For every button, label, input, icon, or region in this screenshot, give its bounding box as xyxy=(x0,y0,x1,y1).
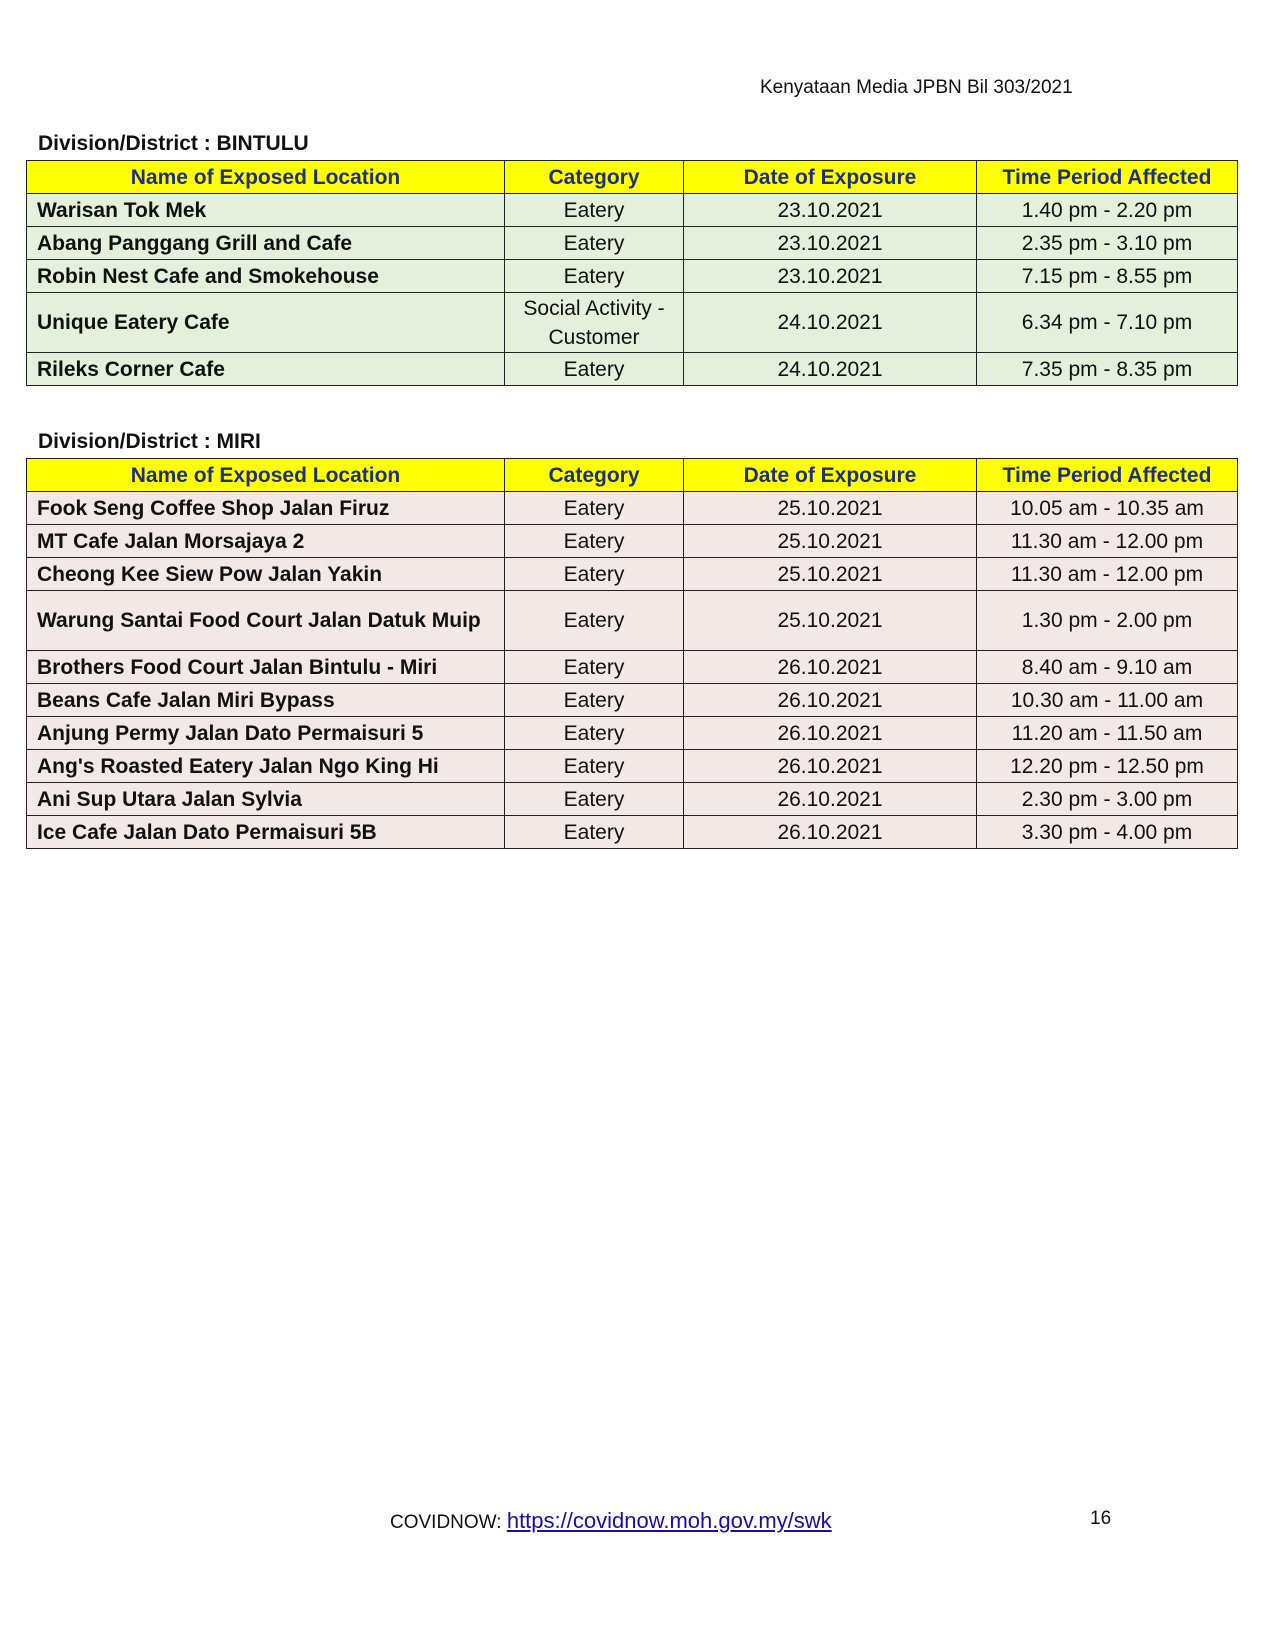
column-header-time: Time Period Affected xyxy=(977,161,1238,194)
category: Eatery xyxy=(505,525,684,558)
category: Eatery xyxy=(505,227,684,260)
location-name: Unique Eatery Cafe xyxy=(27,293,505,353)
time-period: 10.05 am - 10.35 am xyxy=(977,492,1238,525)
page-number: 16 xyxy=(1090,1508,1112,1529)
table-row xyxy=(27,260,1238,293)
time-period: 11.20 am - 11.50 am xyxy=(977,717,1238,750)
exposure-date: 25.10.2021 xyxy=(684,558,977,591)
document-reference: Kenyataan Media JPBN Bil 303/2021 xyxy=(760,77,1073,98)
category: Eatery xyxy=(505,750,684,783)
footer-prefix: COVIDNOW: xyxy=(390,1512,507,1533)
table-header-row xyxy=(27,161,1238,194)
time-period: 8.40 am - 9.10 am xyxy=(977,651,1238,684)
location-name: Abang Panggang Grill and Cafe xyxy=(27,227,505,260)
exposure-date: 24.10.2021 xyxy=(684,353,977,386)
column-header-location: Name of Exposed Location xyxy=(27,459,505,492)
time-period: 1.30 pm - 2.00 pm xyxy=(977,591,1238,651)
column-header-time: Time Period Affected xyxy=(977,459,1238,492)
table-row xyxy=(27,492,1238,525)
exposure-date: 24.10.2021 xyxy=(684,293,977,353)
table-row xyxy=(27,293,1238,353)
table-row xyxy=(27,816,1238,849)
location-name: Warung Santai Food Court Jalan Datuk Muip xyxy=(27,591,505,651)
exposure-date: 25.10.2021 xyxy=(684,492,977,525)
column-header-date: Date of Exposure xyxy=(684,459,977,492)
time-period: 7.35 pm - 8.35 pm xyxy=(977,353,1238,386)
location-name: Ani Sup Utara Jalan Sylvia xyxy=(27,783,505,816)
table-row xyxy=(27,750,1238,783)
category: Eatery xyxy=(505,684,684,717)
time-period: 3.30 pm - 4.00 pm xyxy=(977,816,1238,849)
table-row xyxy=(27,194,1238,227)
table-row xyxy=(27,227,1238,260)
column-header-date: Date of Exposure xyxy=(684,161,977,194)
time-period: 12.20 pm - 12.50 pm xyxy=(977,750,1238,783)
category: Eatery xyxy=(505,717,684,750)
column-header-category: Category xyxy=(505,161,684,194)
time-period: 2.35 pm - 3.10 pm xyxy=(977,227,1238,260)
exposure-date: 25.10.2021 xyxy=(684,591,977,651)
category: Eatery xyxy=(505,783,684,816)
category: Eatery xyxy=(505,816,684,849)
table-row xyxy=(27,783,1238,816)
footer xyxy=(390,1508,832,1534)
table-row xyxy=(27,591,1238,651)
table-row xyxy=(27,651,1238,684)
table-row xyxy=(27,525,1238,558)
category: Eatery xyxy=(505,558,684,591)
exposure-date: 25.10.2021 xyxy=(684,525,977,558)
time-period: 11.30 am - 12.00 pm xyxy=(977,558,1238,591)
exposure-date: 23.10.2021 xyxy=(684,260,977,293)
table-row xyxy=(27,353,1238,386)
location-name: Anjung Permy Jalan Dato Permaisuri 5 xyxy=(27,717,505,750)
section-label-miri: Division/District : MIRI xyxy=(38,430,261,453)
table-row xyxy=(27,717,1238,750)
exposure-date: 26.10.2021 xyxy=(684,783,977,816)
location-name: Warisan Tok Mek xyxy=(27,194,505,227)
location-name: Fook Seng Coffee Shop Jalan Firuz xyxy=(27,492,505,525)
exposure-date: 26.10.2021 xyxy=(684,651,977,684)
time-period: 11.30 am - 12.00 pm xyxy=(977,525,1238,558)
time-period: 10.30 am - 11.00 am xyxy=(977,684,1238,717)
location-name: Rileks Corner Cafe xyxy=(27,353,505,386)
location-name: Ang's Roasted Eatery Jalan Ngo King Hi xyxy=(27,750,505,783)
time-period: 1.40 pm - 2.20 pm xyxy=(977,194,1238,227)
column-header-category: Category xyxy=(505,459,684,492)
category: Eatery xyxy=(505,591,684,651)
exposure-date: 26.10.2021 xyxy=(684,750,977,783)
location-name: Beans Cafe Jalan Miri Bypass xyxy=(27,684,505,717)
category: Eatery xyxy=(505,353,684,386)
location-name: MT Cafe Jalan Morsajaya 2 xyxy=(27,525,505,558)
category: Eatery xyxy=(505,194,684,227)
exposure-date: 26.10.2021 xyxy=(684,717,977,750)
table-bintulu xyxy=(26,160,1238,386)
column-header-location: Name of Exposed Location xyxy=(27,161,505,194)
location-name: Robin Nest Cafe and Smokehouse xyxy=(27,260,505,293)
table-row xyxy=(27,558,1238,591)
category: Eatery xyxy=(505,651,684,684)
location-name: Brothers Food Court Jalan Bintulu - Miri xyxy=(27,651,505,684)
time-period: 7.15 pm - 8.55 pm xyxy=(977,260,1238,293)
category: Eatery xyxy=(505,260,684,293)
covidnow-link[interactable]: https://covidnow.moh.gov.my/swk xyxy=(506,1508,832,1533)
location-name: Cheong Kee Siew Pow Jalan Yakin xyxy=(27,558,505,591)
section-label-bintulu: Division/District : BINTULU xyxy=(38,132,309,155)
exposure-date: 26.10.2021 xyxy=(684,816,977,849)
exposure-date: 23.10.2021 xyxy=(684,227,977,260)
time-period: 6.34 pm - 7.10 pm xyxy=(977,293,1238,353)
time-period: 2.30 pm - 3.00 pm xyxy=(977,783,1238,816)
exposure-date: 26.10.2021 xyxy=(684,684,977,717)
category: Eatery xyxy=(505,492,684,525)
table-miri xyxy=(26,458,1238,849)
table-row xyxy=(27,684,1238,717)
exposure-date: 23.10.2021 xyxy=(684,194,977,227)
location-name: Ice Cafe Jalan Dato Permaisuri 5B xyxy=(27,816,505,849)
category: Social Activity - Customer xyxy=(505,293,684,353)
table-header-row xyxy=(27,459,1238,492)
